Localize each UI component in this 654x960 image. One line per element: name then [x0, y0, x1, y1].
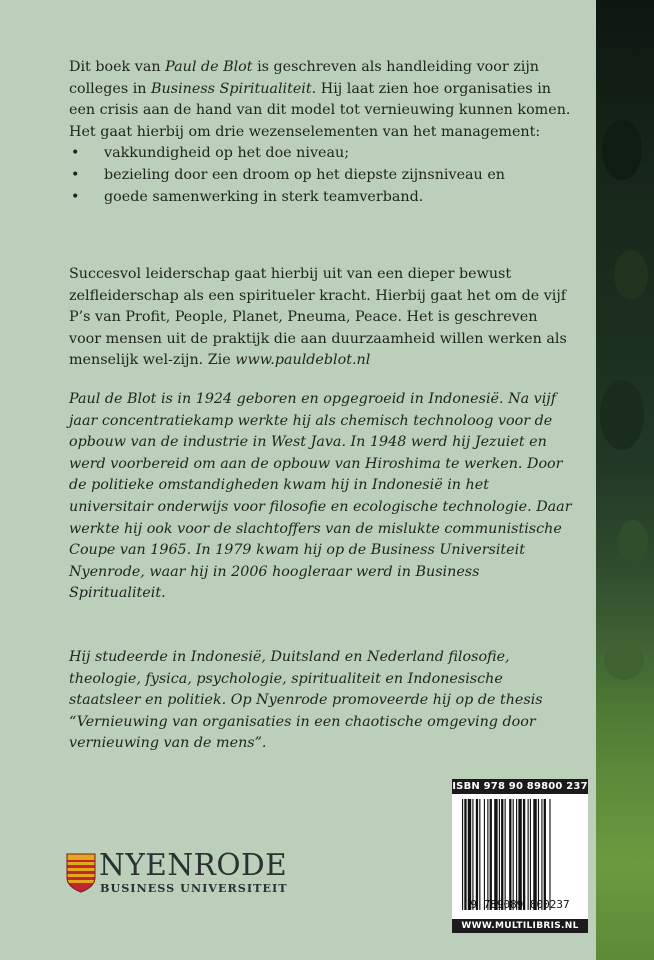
elements-list	[69, 143, 574, 208]
list-item: • goede samenwerking in sterk teamverband.	[71, 188, 424, 205]
list-item: • vakkundigheid op het doe niveau;	[71, 145, 350, 162]
isbn-barcode-block	[452, 779, 588, 933]
logo-subtitle: BUSINESS UNIVERSITEIT	[100, 881, 288, 895]
list-item: • bezieling door een droom op het diepste zijnsniveau en	[71, 166, 505, 183]
publisher-website: WWW.MULTILIBRIS.NL	[452, 919, 588, 933]
course-name: Business Spiritualiteit	[151, 80, 312, 97]
author-name: Paul de Blot	[165, 59, 253, 75]
intro-paragraph	[69, 57, 574, 208]
barcode-number: 9 789089 800237	[470, 898, 570, 911]
biography-paragraph: Paul de Blot is in 1924 geboren en opgegroeid in Indonesië. Na vijf jaar concentratiekamp werkte hij als chemisch technoloog voor de opbouw van de industrie in West Java. In 1948 werd hij Jezuiet en werd voorbereid om aan de opbouw van Hiroshima te werken. Door de politieke omstandigheden kwam hij in Indonesië in het universitair onderwijs voor filosofie en ecologische technologie. Daar werkte hij ook voor de slachtoffers van de mislukte communistische Coupe van 1965. In 1979 kwam hij op de Business Universiteit Nyenrode, waar hij in 2006 hoogleraar werd in Business Spiritualiteit.	[69, 391, 572, 602]
leadership-paragraph: Succesvol leiderschap gaat hierbij uit van een dieper bewust zelfleiderschap als een spiritueler kracht. Hierbij gaat het om de vijf P’s van Profit, People, Planet, Pneuma, Peace. Het is geschreven voor mensen uit de praktijk die aan duurzaamheid willen werken als menselijk wel-zijn. Zie www.pauldeblot.nl	[69, 266, 567, 369]
website-link[interactable]: www.pauldeblot.nl	[235, 352, 371, 369]
nyenrode-logo	[66, 848, 326, 902]
intro-text: Dit boek van Paul de Blot is geschreven als handleiding voor zijn colleges in Business Spiritualiteit. Hij laat zien hoe organisaties in een crisis aan de hand van dit model tot vernieuwing kunnen komen. Het gaat hierbij om drie wezenselementen van het management:	[69, 59, 571, 140]
education-paragraph: Hij studeerde in Indonesië, Duitsland en Nederland filosofie, theologie, fysica, psychologie, spiritualiteit en Indonesische staatsleer en politiek. Op Nyenrode promoveerde hij op de thesis “Vernieuwing van organisaties in een chaotische omgeving door vernieuwing van de mens”.	[69, 649, 543, 752]
logo-name: NYENRODE	[99, 848, 288, 882]
shield-icon	[66, 853, 96, 893]
tree-photo-strip	[596, 0, 654, 960]
barcode-icon	[462, 799, 580, 910]
isbn-label: ISBN 978 90 89800 237	[452, 781, 588, 792]
